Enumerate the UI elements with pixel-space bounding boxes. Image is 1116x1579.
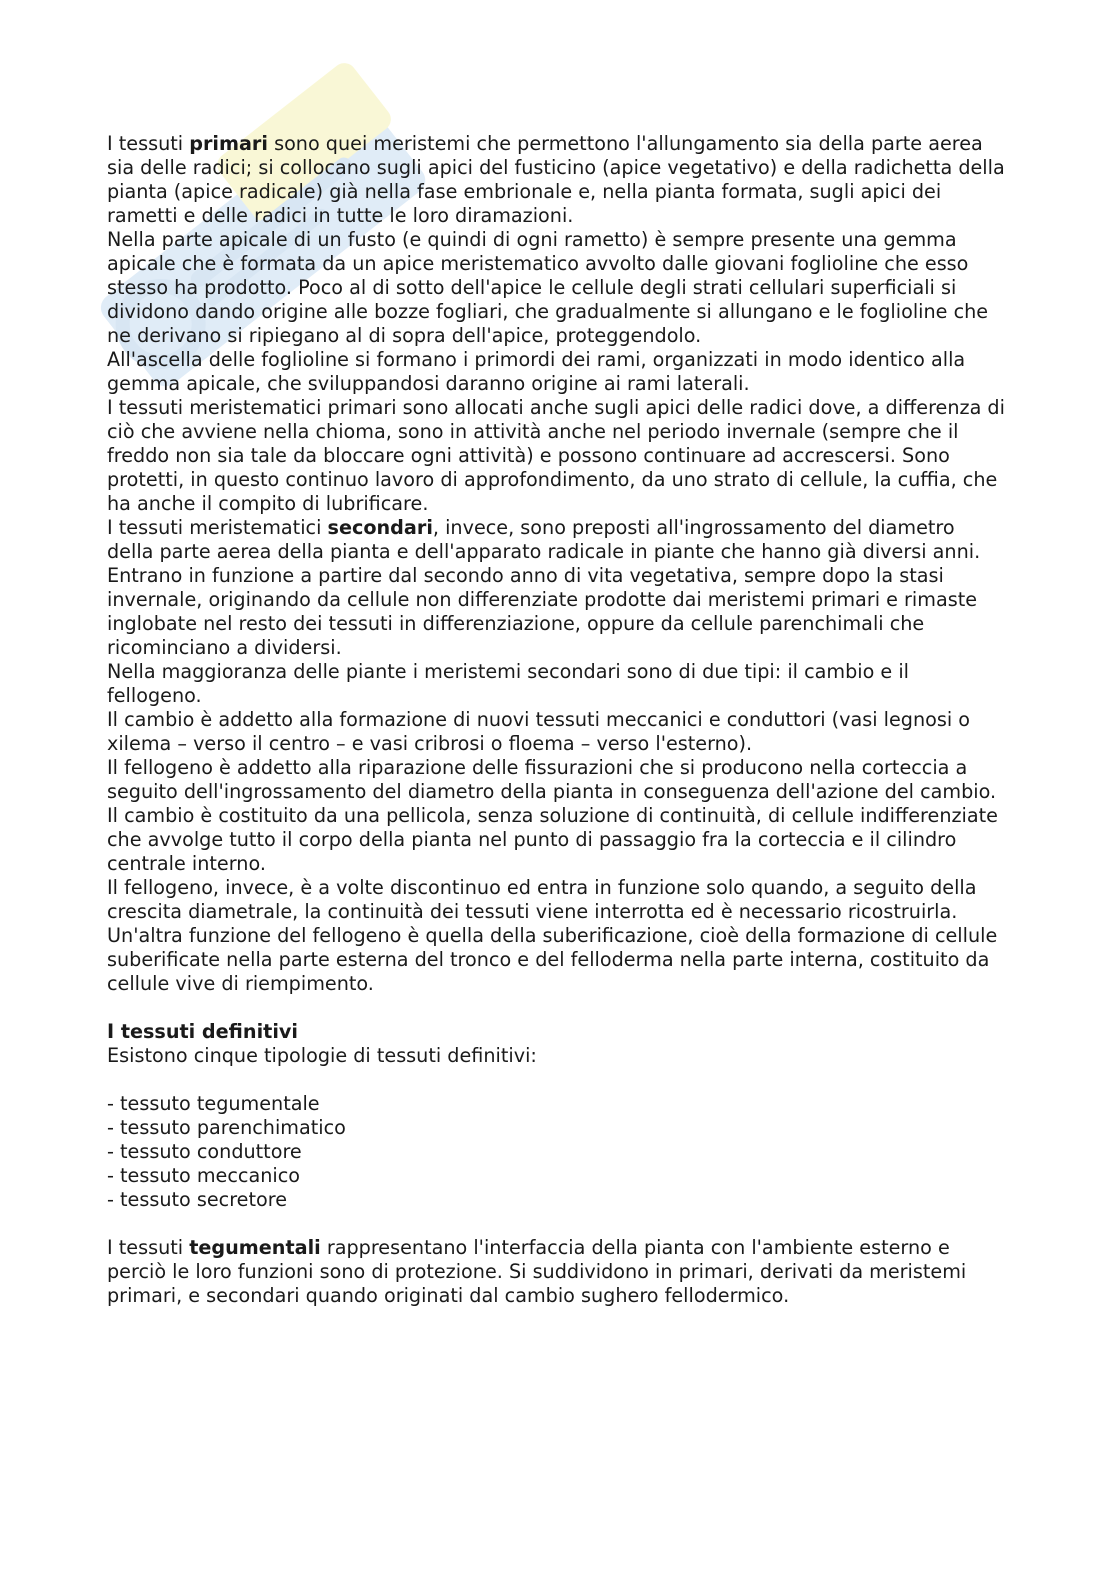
paragraph: Nella parte apicale di un fusto (e quindi di ogni rametto) è sempre presente una gemma apicale che è formata da un apice meristematico avvolto dalle giovani foglioline che esso stesso ha prodotto. Poco al di sotto dell'apice le cellule degli strati cellulari superficiali si dividono dando origine alle bozze fogliari, che gradualmente si allungano e le foglioline che ne derivano si ripiegano al di sopra dell'apice, proteggendolo. (107, 228, 989, 347)
paragraph-secondari: I tessuti meristematici secondari, invece, sono preposti all'ingrossamento del diametro della parte aerea della pianta e dell'apparato radicale in piante che hanno già diversi anni. (107, 516, 981, 563)
list-item: - tessuto meccanico (107, 1164, 300, 1187)
paragraph: I tessuti meristematici primari sono allocati anche sugli apici delle radici dove, a differenza di ciò che avviene nella chioma, sono in attività anche nel periodo invernale (sempre che il freddo non sia tale da bloccare ogni attività) e possono continuare ad accrescersi. Sono protetti, in questo continuo lavoro di approfondimento, da uno strato di cellule, la cuffia, che ha anche il compito di lubrificare. (107, 396, 1005, 515)
list-item: - tessuto tegumentale (107, 1092, 320, 1115)
list-item: - tessuto conduttore (107, 1140, 302, 1163)
paragraph: Il fellogeno, invece, è a volte discontinuo ed entra in funzione solo quando, a seguito della crescita diametrale, la continuità dei tessuti viene interrotta ed è necessario ricostruirla. Un'altra funzione del fellogeno è quella della suberificazione, cioè della formazione di cellule suberificate nella parte esterna del tronco e del felloderma nella parte interna, costituito da cellule vive di riempimento. (107, 876, 998, 995)
paragraph-tegumentali: I tessuti tegumentali rappresentano l'interfaccia della pianta con l'ambiente esterno e perciò le loro funzioni sono di protezione. Si suddividono in primari, derivati da meristemi primari, e secondari quando originati dal cambio sughero fellodermico. (107, 1236, 967, 1307)
paragraph: All'ascella delle foglioline si formano i primordi dei rami, organizzati in modo identico alla gemma apicale, che sviluppandosi daranno origine ai rami laterali. (107, 348, 966, 395)
paragraph: Il cambio è addetto alla formazione di nuovi tessuti meccanici e conduttori (vasi legnosi o xilema – verso il centro – e vasi cribrosi o floema – verso l'esterno). (107, 708, 971, 755)
section-intro: Esistono cinque tipologie di tessuti definitivi: (107, 1044, 537, 1067)
paragraph-primari: I tessuti primari sono quei meristemi che permettono l'allungamento sia della parte aerea sia delle radici; si collocano sugli apici del fusticino (apice vegetativo) e della radichetta della pianta (apice radicale) già nella fase embrionale e, nella pianta formata, sugli apici dei rametti e delle radici in tutte le loro diramazioni. (107, 132, 1005, 227)
term-secondari: secondari (327, 516, 433, 539)
paragraph: Entrano in funzione a partire dal secondo anno di vita vegetativa, sempre dopo la stasi invernale, originando da cellule non differenziate prodotte dai meristemi primari e rimaste inglobate nel resto dei tessuti in differenziazione, oppure da cellule parenchimali che ricominciano a dividersi. (107, 564, 978, 659)
tissue-list (107, 1092, 1007, 1212)
paragraph: Nella maggioranza delle piante i meristemi secondari sono di due tipi: il cambio e il fellogeno. (107, 660, 909, 707)
paragraph: Il cambio è costituito da una pellicola, senza soluzione di continuità, di cellule indifferenziate che avvolge tutto il corpo della pianta nel punto di passaggio fra la corteccia e il cilindro centrale interno. (107, 804, 998, 875)
term-tegumentali: tegumentali (189, 1236, 321, 1259)
paragraph: Il fellogeno è addetto alla riparazione delle fissurazioni che si producono nella corteccia a seguito dell'ingrossamento del diametro della pianta in conseguenza dell'azione del cambio. (107, 756, 997, 803)
list-item: - tessuto parenchimatico (107, 1116, 346, 1139)
term-primari: primari (189, 132, 268, 155)
document-body (107, 132, 1007, 1308)
section-heading: I tessuti definitivi (107, 1020, 298, 1043)
list-item: - tessuto secretore (107, 1188, 288, 1211)
